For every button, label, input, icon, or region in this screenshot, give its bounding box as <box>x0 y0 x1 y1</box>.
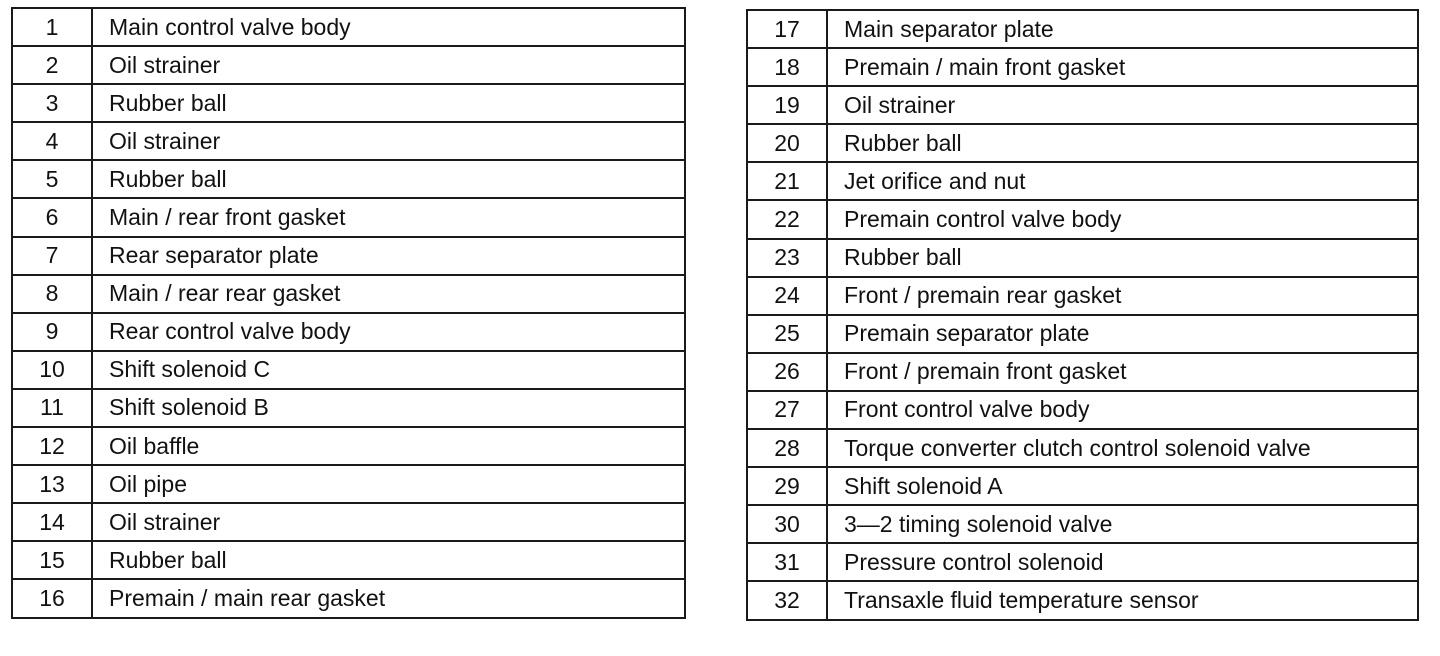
part-name: Shift solenoid B <box>92 389 685 427</box>
part-name: Premain control valve body <box>827 200 1418 238</box>
table-row <box>747 48 1418 86</box>
table-row <box>12 351 685 389</box>
table-row <box>12 84 685 122</box>
part-number: 2 <box>12 46 92 84</box>
table-row <box>747 581 1418 619</box>
part-number: 16 <box>12 579 92 617</box>
part-name: Front control valve body <box>827 391 1418 429</box>
part-number: 11 <box>12 389 92 427</box>
part-name: Premain separator plate <box>827 315 1418 353</box>
parts-legend-table-right <box>746 9 1419 621</box>
part-number: 8 <box>12 275 92 313</box>
part-name: Rubber ball <box>827 239 1418 277</box>
part-name: 3—2 timing solenoid valve <box>827 505 1418 543</box>
part-name: Pressure control solenoid <box>827 543 1418 581</box>
part-number: 10 <box>12 351 92 389</box>
part-name: Front / premain rear gasket <box>827 277 1418 315</box>
table-row <box>747 353 1418 391</box>
part-number: 15 <box>12 541 92 579</box>
part-number: 13 <box>12 465 92 503</box>
part-number: 6 <box>12 198 92 236</box>
part-name: Premain / main rear gasket <box>92 579 685 617</box>
part-name: Jet orifice and nut <box>827 162 1418 200</box>
part-number: 30 <box>747 505 827 543</box>
part-name: Rubber ball <box>92 160 685 198</box>
part-number: 1 <box>12 8 92 46</box>
table-row <box>747 10 1418 48</box>
part-number: 29 <box>747 467 827 505</box>
part-name: Oil baffle <box>92 427 685 465</box>
part-name: Front / premain front gasket <box>827 353 1418 391</box>
table-row <box>747 315 1418 353</box>
part-number: 12 <box>12 427 92 465</box>
part-name: Rubber ball <box>92 84 685 122</box>
part-number: 3 <box>12 84 92 122</box>
part-name: Shift solenoid A <box>827 467 1418 505</box>
part-number: 20 <box>747 124 827 162</box>
table-row <box>12 122 685 160</box>
part-name: Main / rear rear gasket <box>92 275 685 313</box>
table-row <box>12 198 685 236</box>
part-number: 9 <box>12 313 92 351</box>
part-name: Transaxle fluid temperature sensor <box>827 581 1418 619</box>
table-row <box>747 391 1418 429</box>
part-number: 26 <box>747 353 827 391</box>
part-name: Shift solenoid C <box>92 351 685 389</box>
table-row <box>12 389 685 427</box>
part-name: Rubber ball <box>827 124 1418 162</box>
part-name: Oil strainer <box>92 503 685 541</box>
table-row <box>12 160 685 198</box>
part-name: Oil pipe <box>92 465 685 503</box>
part-number: 4 <box>12 122 92 160</box>
part-name: Main control valve body <box>92 8 685 46</box>
table-row <box>747 162 1418 200</box>
part-number: 18 <box>747 48 827 86</box>
table-row <box>12 541 685 579</box>
table-row <box>747 429 1418 467</box>
part-name: Rear separator plate <box>92 237 685 275</box>
table-row <box>747 277 1418 315</box>
table-row <box>747 467 1418 505</box>
table-row <box>12 275 685 313</box>
table-row <box>12 427 685 465</box>
part-number: 7 <box>12 237 92 275</box>
part-name: Rear control valve body <box>92 313 685 351</box>
part-number: 27 <box>747 391 827 429</box>
part-number: 32 <box>747 581 827 619</box>
table-row <box>747 200 1418 238</box>
part-name: Torque converter clutch control solenoid valve <box>827 429 1418 467</box>
table-row <box>747 239 1418 277</box>
part-number: 25 <box>747 315 827 353</box>
part-number: 14 <box>12 503 92 541</box>
table-row <box>12 8 685 46</box>
part-number: 24 <box>747 277 827 315</box>
part-name: Oil strainer <box>92 122 685 160</box>
table-row <box>12 465 685 503</box>
table-row <box>12 503 685 541</box>
part-name: Main / rear front gasket <box>92 198 685 236</box>
part-name: Premain / main front gasket <box>827 48 1418 86</box>
part-number: 17 <box>747 10 827 48</box>
part-number: 22 <box>747 200 827 238</box>
parts-legend-left-body <box>12 8 685 618</box>
parts-legend-right-body <box>747 10 1418 620</box>
table-row <box>12 46 685 84</box>
part-name: Oil strainer <box>92 46 685 84</box>
part-number: 19 <box>747 86 827 124</box>
table-row <box>747 505 1418 543</box>
table-row <box>12 313 685 351</box>
table-row <box>12 579 685 617</box>
part-name: Main separator plate <box>827 10 1418 48</box>
table-row <box>747 543 1418 581</box>
part-number: 31 <box>747 543 827 581</box>
part-name: Oil strainer <box>827 86 1418 124</box>
parts-legend-table-left <box>11 7 686 619</box>
part-number: 28 <box>747 429 827 467</box>
table-row <box>747 124 1418 162</box>
part-number: 21 <box>747 162 827 200</box>
part-number: 23 <box>747 239 827 277</box>
part-number: 5 <box>12 160 92 198</box>
table-row <box>12 237 685 275</box>
table-row <box>747 86 1418 124</box>
part-name: Rubber ball <box>92 541 685 579</box>
